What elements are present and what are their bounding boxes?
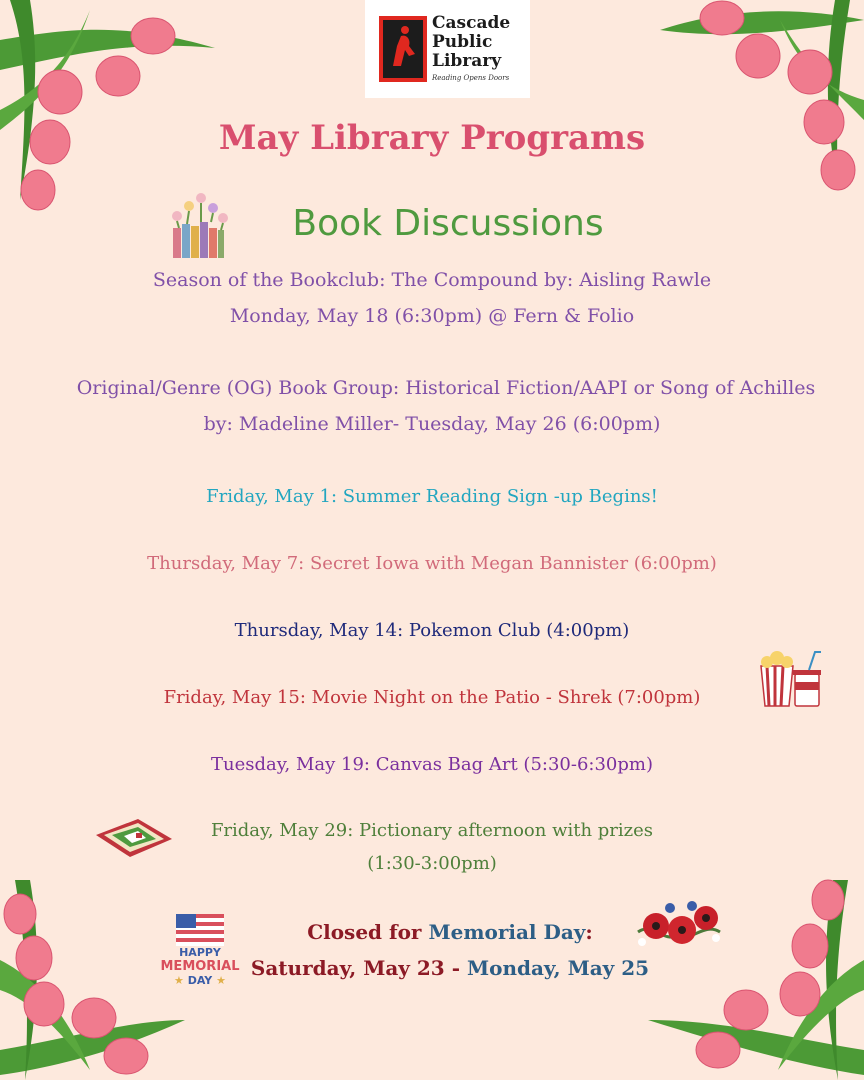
closed-end-date: Monday, May 25 bbox=[466, 956, 650, 980]
event-canvas-bag-art: Tuesday, May 19: Canvas Bag Art (5:30-6:30pm) bbox=[211, 754, 653, 775]
closed-colon: : bbox=[585, 920, 593, 944]
books-with-flowers-icon bbox=[163, 188, 233, 260]
badge-memorial: MEMORIAL bbox=[160, 959, 240, 974]
event-pictionary-line1: Friday, May 29: Pictionary afternoon with prizes bbox=[210, 820, 654, 841]
event-summer-reading: Friday, May 1: Summer Reading Sign -up Begins! bbox=[206, 486, 658, 507]
library-name-line3: Library bbox=[432, 51, 502, 71]
bookclub-line1: Season of the Bookclub: The Compound by: Aisling Rawle bbox=[152, 269, 712, 291]
og-book-group-line1: Original/Genre (OG) Book Group: Historical Fiction/AAPI or Song of Achilles bbox=[76, 377, 816, 399]
event-pokemon-club: Thursday, May 14: Pokemon Club (4:00pm) bbox=[234, 620, 630, 641]
tulip-decoration-top-right bbox=[660, 0, 864, 200]
closed-for-label: Closed for bbox=[307, 920, 422, 944]
og-book-group-line2: by: Madeline Miller- Tuesday, May 26 (6:00pm) bbox=[203, 413, 661, 435]
library-name bbox=[432, 14, 528, 71]
closed-dash: - bbox=[451, 956, 460, 980]
library-name-line2: Public bbox=[432, 32, 493, 52]
memorial-day-label: Memorial Day bbox=[428, 920, 586, 944]
closed-start-date: Saturday, May 23 bbox=[250, 956, 445, 980]
badge-day-label: DAY bbox=[187, 974, 213, 987]
book-discussions-heading: Book Discussions bbox=[292, 203, 604, 244]
closed-notice-line2 bbox=[0, 956, 864, 980]
library-logo bbox=[365, 0, 530, 98]
closed-notice-line1 bbox=[0, 920, 864, 944]
event-movie-night: Friday, May 15: Movie Night on the Patio - Shrek (7:00pm) bbox=[163, 687, 701, 708]
library-tagline: Reading Opens Doors bbox=[432, 74, 510, 82]
page-title: May Library Programs bbox=[218, 118, 646, 158]
badge-happy: HAPPY bbox=[179, 946, 221, 959]
library-door-icon bbox=[379, 16, 427, 82]
star-icon: ★ bbox=[216, 974, 226, 987]
popcorn-and-drink-icon bbox=[755, 648, 825, 710]
event-secret-iowa: Thursday, May 7: Secret Iowa with Megan Bannister (6:00pm) bbox=[147, 553, 717, 574]
tulip-decoration-top-left bbox=[0, 0, 220, 220]
event-pictionary-line2: (1:30-3:00pm) bbox=[367, 853, 497, 874]
star-icon: ★ bbox=[174, 974, 184, 987]
library-name-line1: Cascade bbox=[432, 13, 511, 33]
bookclub-line2: Monday, May 18 (6:30pm) @ Fern & Folio bbox=[229, 305, 635, 327]
poppy-bouquet-icon bbox=[632, 892, 724, 956]
